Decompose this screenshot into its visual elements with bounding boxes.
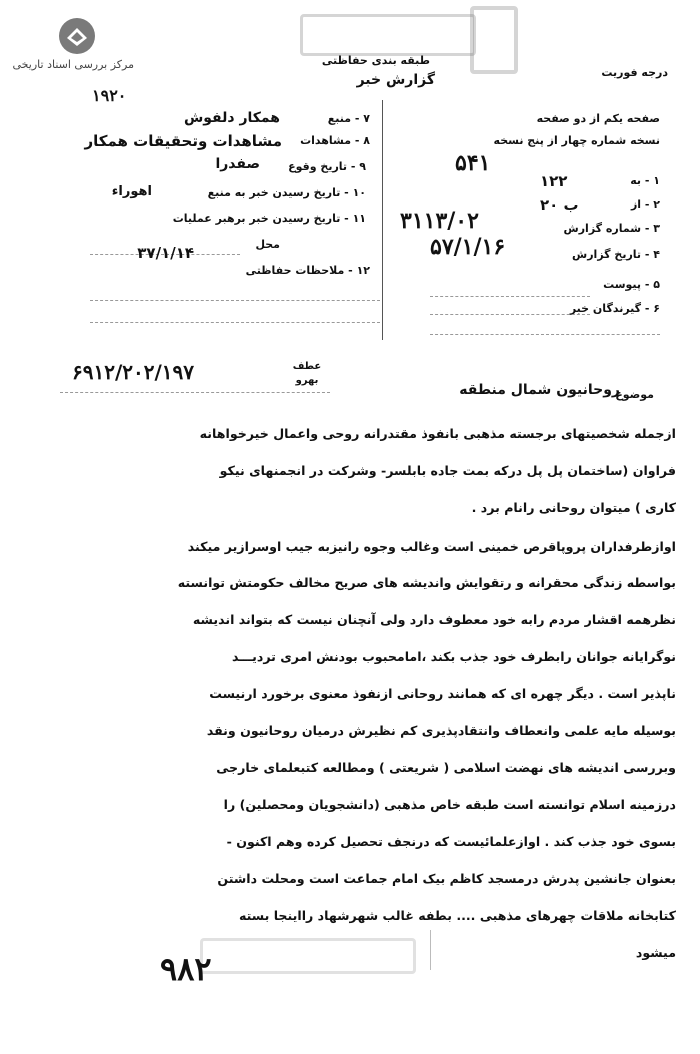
page-line: صفحه یکم از دو صفحه bbox=[536, 112, 660, 125]
handwritten-source: اهوراء bbox=[111, 184, 152, 199]
body-line-5: بواسطه زندگی محقرانه و رتقوایش واندیشه های صریح مخالف حکومتش توانسته bbox=[177, 575, 676, 590]
copy-line: نسخه شماره چهار از پنج نسخه bbox=[493, 134, 660, 147]
faded-stamp-2 bbox=[470, 6, 518, 74]
body-line-1: ازجمله شخصیتهای برجسته مذهبی بانفوذ مقتدرانه روحی واعمال خیرخواهانه bbox=[199, 426, 676, 441]
stamp-code: ۵۴۱ bbox=[455, 150, 491, 176]
classification-label: درجه فوریت bbox=[601, 66, 668, 79]
body-line-7: نوگرایانه جوانان رابطرف خود جذب بکند ،امامحبوب بودنش امری تردیـــد bbox=[231, 649, 676, 664]
ref-number: ۶۹۱۲/۲۰۲/۱۹۷ bbox=[72, 360, 195, 384]
field-11: ۱۱ - تاریخ رسیدن خبر برهبر عملیات bbox=[172, 212, 366, 225]
org-line: طبقه بندی حفاظتی bbox=[321, 54, 430, 67]
faded-footer-box bbox=[200, 938, 416, 974]
subject-value: روحانیون شمال منطقه bbox=[459, 382, 620, 398]
value-3: ۳۱۱۳/۰۲ bbox=[400, 208, 479, 234]
subject-label: موضوع bbox=[615, 388, 654, 401]
left-heading-1: همکار دلفوش bbox=[183, 110, 280, 126]
field-6: ۶ - گیرندگان خبر bbox=[569, 302, 660, 315]
body-line-13: بعنوان جانشین پدرش درمسجد کاظم بیک امام جماعت است ومحلت داشتن bbox=[217, 871, 676, 886]
value-2: ۲۰ ب bbox=[540, 196, 579, 214]
field-2: ۲ - از bbox=[630, 198, 660, 211]
dotted-line bbox=[430, 314, 590, 315]
body-line-6: نظرهمه اقشار مردم رابه خود معطوف دارد ولی آنچنان نیست که بتواند اندیشه bbox=[192, 612, 676, 627]
column-divider bbox=[382, 100, 383, 340]
dotted-line bbox=[90, 322, 380, 323]
page-number: ۹۸۲ bbox=[160, 950, 212, 988]
body-line-9: بوسیله مایه علمی وانعطاف وانتقادپذیری کم نظیرش درمیان روحانیون ونقد bbox=[206, 723, 676, 738]
field-7: ۷ - منبع bbox=[327, 112, 370, 125]
doc-title: گزارش خبر bbox=[356, 72, 435, 88]
place-label: محل bbox=[255, 238, 280, 251]
left-heading-3: صفدرا bbox=[215, 156, 260, 172]
footer-divider bbox=[430, 930, 431, 970]
note-handwritten: عطف بهرو bbox=[292, 361, 322, 386]
value-1: ۱۲۲ bbox=[540, 172, 568, 190]
left-heading-2: مشاهدات وتحقیقات همکار bbox=[84, 132, 282, 150]
body-line-2: فراوان (ساختمان پل پل درکه بمت جاده بابلسر- وشرکت در انجمنهای نیکو bbox=[219, 463, 676, 478]
field-3: ۳ - شماره گزارش bbox=[563, 222, 660, 235]
handwritten-scribble: ١٩٢٠ bbox=[92, 86, 127, 105]
faded-stamp bbox=[300, 14, 476, 56]
dotted-line bbox=[90, 300, 380, 301]
body-line-14: کتابخانه ملاقات چهرهای مذهبی .... بطفه غالب شهرشهاد رااینجا بسته bbox=[239, 908, 676, 923]
body-line-3: کاری ) میتوان روحانی رانام برد . bbox=[471, 500, 676, 515]
field-12: ۱۲ - ملاحظات حفاظتی bbox=[245, 264, 370, 277]
value-4: ۵۷/۱/۱۶ bbox=[430, 234, 506, 260]
dotted-line bbox=[430, 296, 590, 297]
body-line-10: وبررسی اندیشه های نهضت اسلامی ( شریعتی ) ومطالعه کتبعلمای خارجی bbox=[216, 760, 676, 775]
logo-text: مرکز بررسی اسناد تاریخی bbox=[12, 58, 134, 71]
field-10: ۱۰ - تاریخ رسیدن خبر به منبع bbox=[207, 186, 366, 199]
field-4: ۴ - تاریخ گزارش bbox=[572, 248, 660, 261]
archive-logo-icon bbox=[55, 16, 99, 56]
body-line-12: بسوی خود جذب کند . اوازعلمائیست که درنجف تحصیل کرده وهم اکنون - bbox=[226, 834, 676, 849]
body-line-15: میشود bbox=[635, 945, 676, 960]
field-5: ۵ - پیوست bbox=[603, 278, 660, 291]
body-line-4: اوازطرفداران پروپاقرص خمینی است وغالب وجوه رانیزبه جیب اوسرازیر میکند bbox=[187, 539, 676, 554]
date-value: ۳۷/۱/۱۴ bbox=[137, 244, 194, 262]
field-8: ۸ - مشاهدات bbox=[300, 134, 370, 147]
field-1: ۱ - به bbox=[630, 174, 660, 187]
field-9: ۹ - تاریخ وقوع bbox=[288, 160, 366, 173]
body-line-8: ناپذیر است . دیگر چهره ای که همانند روحانی ازنفوذ معنوی برخورد ارنیست bbox=[209, 686, 676, 701]
body-line-11: درزمینه اسلام توانسته است طبقه خاص مذهبی (دانشجویان ومحصلین) را bbox=[223, 797, 676, 812]
dotted-line bbox=[430, 334, 660, 335]
subject-underline bbox=[60, 392, 330, 393]
